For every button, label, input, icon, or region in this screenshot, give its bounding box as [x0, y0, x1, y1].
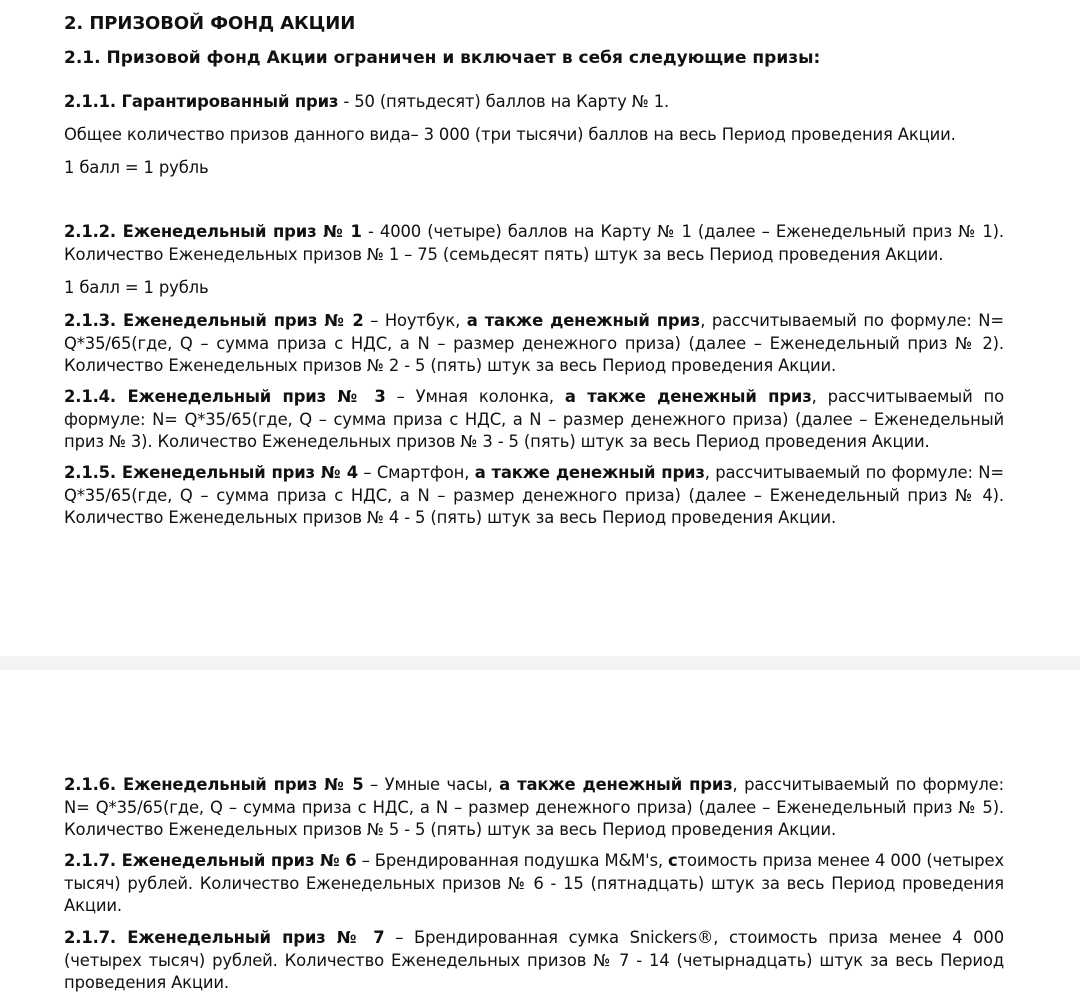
prize-label: 2.1.6. Еженедельный приз № 5 — [64, 775, 364, 794]
prize-bold-text: с — [668, 851, 678, 870]
prize-text: - 4000 (четыре) баллов на Карту № 1 (далее – Еженедельный приз № 1). Количество Еженедельных призов № 1 – 75 (семьдесят пять) штук за весь Период проведения Акции. — [64, 222, 1004, 264]
prize-text: , рассчитываемый по формуле: N= Q*35/65(где, Q – сумма приза с НДС, а N – размер денежного приза) (далее – Еженедельный приз № 5). Количество Еженедельных призов № 5 - 5 (пять) штук за весь Период проведения Акции. — [64, 775, 1004, 839]
prize-item-2-1-7-a — [64, 850, 1004, 918]
page-separator — [0, 656, 1080, 670]
prize-item-2-1-6 — [64, 774, 1004, 842]
prize-label: 2.1.2. Еженедельный приз № 1 — [64, 222, 362, 241]
prize-label: 2.1.4. Еженедельный приз № 3 — [64, 387, 386, 406]
prize-text: – Умные часы, — [363, 775, 500, 794]
prize-label: 2.1.3. Еженедельный приз № 2 — [64, 311, 364, 330]
prize-text: – Ноутбук, — [363, 311, 467, 330]
prize-label: 2.1.1. Гарантированный приз — [64, 92, 339, 111]
prize-text: , рассчитываемый по формуле: N= Q*35/65(где, Q – сумма приза с НДС, а N – размер денежного приза) (далее – Еженедельный приз № 4). Количество Еженедельных призов № 4 - 5 (пять) штук за весь Период проведения Акции. — [64, 463, 1004, 527]
prize-text: – Умная колонка, — [385, 387, 565, 406]
document-page-2 — [0, 670, 1080, 1001]
prize-bold-text: а также денежный приз — [564, 387, 812, 406]
prize-item-2-1-3 — [64, 310, 1004, 378]
prize-bold-text: а также денежный приз — [466, 311, 701, 330]
prize-item-2-1-5 — [64, 462, 1004, 530]
prize-text: – Брендированная сумка Snickers®, стоимость приза менее 4 000 (четырех тысяч) рублей. Количество Еженедельных призов № 7 - 14 (четырнадцать) штук за весь Период проведения Акции. — [64, 928, 1004, 992]
prize-rate: 1 балл = 1 рубль — [64, 278, 209, 297]
prize-item-2-1-4 — [64, 386, 1004, 454]
prize-rate: 1 балл = 1 рубль — [64, 158, 209, 177]
prize-label: 2.1.7. Еженедельный приз № 6 — [64, 851, 357, 870]
prize-text: – Смартфон, — [357, 463, 475, 482]
prize-label: 2.1.7. Еженедельный приз № 7 — [64, 928, 385, 947]
prize-total: Общее количество призов данного вида– 3 000 (три тысячи) баллов на весь Период проведения Акции. — [64, 125, 956, 144]
subsection-title: 2.1. Призовой фонд Акции ограничен и включает в себя следующие призы: — [64, 48, 821, 68]
prize-item-2-1-1 — [64, 91, 1004, 114]
prize-text: , рассчитываемый по формуле: N= Q*35/65(где, Q – сумма приза с НДС, а N – размер денежного приза) (далее – Еженедельный приз № 2). Количество Еженедельных призов № 2 - 5 (пять) штук за весь Период проведения Акции. — [64, 311, 1004, 375]
section-title: 2. ПРИЗОВОЙ ФОНД АКЦИИ — [64, 13, 356, 34]
prize-text: тоимость приза менее 4 000 (четырех тысяч) рублей. Количество Еженедельных призов № 6 - 15 (пятнадцать) штук за весь Период проведения Акции. — [64, 851, 1004, 915]
prize-text: - 50 (пятьдесят) баллов на Карту № 1. — [338, 92, 670, 111]
prize-text: – Брендированная подушка M&M's, — [356, 851, 669, 870]
prize-item-2-1-2 — [64, 221, 1004, 266]
prize-bold-text: а также денежный приз — [499, 775, 733, 794]
prize-text: , рассчитываемый по формуле: N= Q*35/65(где, Q – сумма приза с НДС, а N – размер денежного приза) (далее – Еженедельный приз № 3). Количество Еженедельных призов № 3 - 5 (пять) штук за весь Период проведения Акции. — [64, 387, 1004, 451]
prize-bold-text: а также денежный приз — [474, 463, 705, 482]
prize-item-2-1-7-b — [64, 927, 1004, 995]
prize-label: 2.1.5. Еженедельный приз № 4 — [64, 463, 358, 482]
